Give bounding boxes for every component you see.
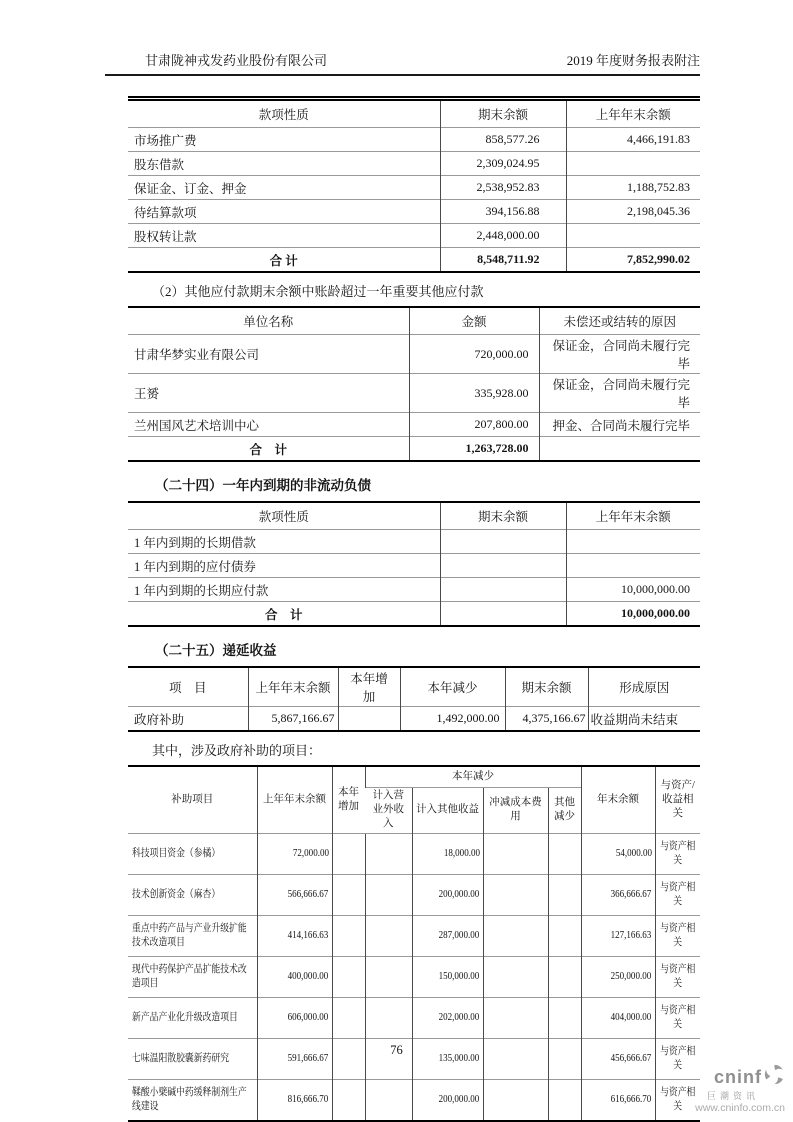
table-row: 七味温阳散胶囊新药研究 591,666.67 135,000.00 456,666.67 与资产相关 bbox=[128, 1038, 700, 1079]
col-group-decrease: 本年减少 bbox=[365, 766, 581, 788]
cninfo-url: www.cninfo.com.cn bbox=[695, 1102, 785, 1115]
col-prior-balance: 上年年末余额 bbox=[566, 502, 700, 530]
table-header-row bbox=[128, 502, 700, 530]
col-amount: 金额 bbox=[409, 307, 539, 335]
col-reason: 未偿还或结转的原因 bbox=[539, 307, 700, 335]
table-header-row bbox=[128, 307, 700, 335]
section-heading-25: （二十五）递延收益 bbox=[155, 643, 277, 658]
cninfo-name: 巨潮资讯 bbox=[706, 1091, 759, 1101]
table-row: 技术创新资金（麻杏） 566,666.67 200,000.00 366,666.67 与资产相关 bbox=[128, 874, 700, 915]
page-number: 76 bbox=[390, 1043, 403, 1057]
table-header-row bbox=[128, 667, 700, 707]
col-prior-balance: 上年年末余额 bbox=[257, 766, 332, 833]
table-row: 待结算款项 394,156.88 2,198,045.36 bbox=[128, 200, 700, 224]
col-entity: 单位名称 bbox=[243, 315, 294, 329]
total-row: 合 计 8,548,711.92 7,852,990.02 bbox=[128, 248, 700, 273]
table-row: 现代中药保护产品扩能技术改造项目 400,000.00 150,000.00 250,000.00 与资产相关 bbox=[128, 956, 700, 997]
table-row: 科技项目资金（参橘） 72,000.00 18,000.00 54,000.00 与资产相关 bbox=[128, 833, 700, 874]
col-ending-balance: 期末余额 bbox=[440, 99, 566, 128]
report-title: 2019 年度财务报表附注 bbox=[566, 53, 700, 68]
table-row: 新产品产业化升级改造项目 606,000.00 202,000.00 404,000.00 与资产相关 bbox=[128, 997, 700, 1038]
col-dec-other-income: 计入其他收益 bbox=[412, 788, 483, 834]
col-project: 补助项目 bbox=[171, 793, 214, 805]
col-prior-balance: 上年年末余额 bbox=[248, 667, 338, 707]
col-dec-nonoperating: 计入营业外收入 bbox=[365, 788, 412, 834]
col-increase: 本年增加 bbox=[338, 667, 400, 707]
col-item: 项 目 bbox=[168, 681, 207, 695]
col-asset-income-related: 与资产/收益相关 bbox=[655, 766, 700, 833]
subsidy-projects-table bbox=[128, 765, 700, 1122]
col-dec-misc: 其他减少 bbox=[548, 788, 581, 834]
other-payables-nature-table bbox=[128, 96, 700, 273]
col-decrease: 本年减少 bbox=[400, 667, 505, 707]
total-row: 合 计 1,263,728.00 bbox=[128, 437, 700, 462]
company-name: 甘肃陇神戎发药业股份有限公司 bbox=[145, 53, 328, 68]
note-other-payables-aging: （2）其他应付款期末余额中账龄超过一年重要其他应付款 bbox=[152, 284, 484, 299]
table-row: 重点中药产品与产业升级扩能技术改造项目 414,166.63 287,000.00 127,166.63 与资产相关 bbox=[128, 915, 700, 956]
col-prior-balance: 上年年末余额 bbox=[566, 99, 700, 128]
cninfo-swirl-icon bbox=[764, 1064, 785, 1091]
section-heading-24: （二十四）一年内到期的非流动负债 bbox=[155, 478, 371, 493]
table-row: 兰州国风艺术培训中心 207,800.00 押金、合同尚未履行完毕 bbox=[128, 413, 700, 437]
table-row: 鞣酸小檗碱中药缓释制剂生产线建设 816,666.70 200,000.00 616,666.70 与资产相关 bbox=[128, 1079, 700, 1121]
col-nature: 款项性质 bbox=[258, 510, 309, 524]
table-row: 政府补助 5,867,166.67 1,492,000.00 4,375,166.67 收益期尚未结束 bbox=[128, 707, 700, 732]
table-row: 市场推广费 858,577.26 4,466,191.83 bbox=[128, 128, 700, 152]
cninfo-brand: cninf bbox=[714, 1067, 762, 1088]
table-row: 股权转让款 2,448,000.00 bbox=[128, 224, 700, 248]
table-row: 王赟 335,928.00 保证金，合同尚未履行完毕 bbox=[128, 374, 700, 413]
note-government-subsidies: 其中，涉及政府补助的项目： bbox=[152, 743, 322, 758]
col-ending-balance: 期末余额 bbox=[440, 502, 566, 530]
col-year-end-balance: 年末余额 bbox=[581, 766, 655, 833]
noncurrent-liabilities-due-table bbox=[128, 501, 700, 627]
table-row: 股东借款 2,309,024.95 bbox=[128, 152, 700, 176]
table-row: 1 年内到期的长期应付款 10,000,000.00 bbox=[128, 578, 700, 602]
table-row: 1 年内到期的应付债券 bbox=[128, 554, 700, 578]
total-row: 合 计 10,000,000.00 bbox=[128, 602, 700, 627]
table-row: 保证金、订金、押金 2,538,952.83 1,188,752.83 bbox=[128, 176, 700, 200]
table-header-row bbox=[128, 99, 700, 128]
col-ending-balance: 期末余额 bbox=[505, 667, 588, 707]
cninfo-logo bbox=[695, 1064, 785, 1115]
table-row: 甘肃华梦实业有限公司 720,000.00 保证金，合同尚未履行完毕 bbox=[128, 335, 700, 374]
content-column bbox=[128, 96, 700, 1122]
col-dec-cost-offset: 冲减成本费用 bbox=[483, 788, 548, 834]
deferred-income-table bbox=[128, 666, 700, 732]
table-row: 1 年内到期的长期借款 bbox=[128, 530, 700, 554]
col-reason: 形成原因 bbox=[588, 667, 700, 707]
important-other-payables-table bbox=[128, 306, 700, 462]
col-increase: 本年增加 bbox=[332, 766, 365, 833]
col-nature: 款项性质 bbox=[258, 108, 309, 122]
total-label: 合 计 bbox=[128, 602, 440, 627]
total-label: 合 计 bbox=[128, 248, 440, 273]
table-header-row bbox=[128, 766, 700, 788]
total-label: 合 计 bbox=[128, 437, 409, 462]
running-header bbox=[105, 50, 700, 76]
